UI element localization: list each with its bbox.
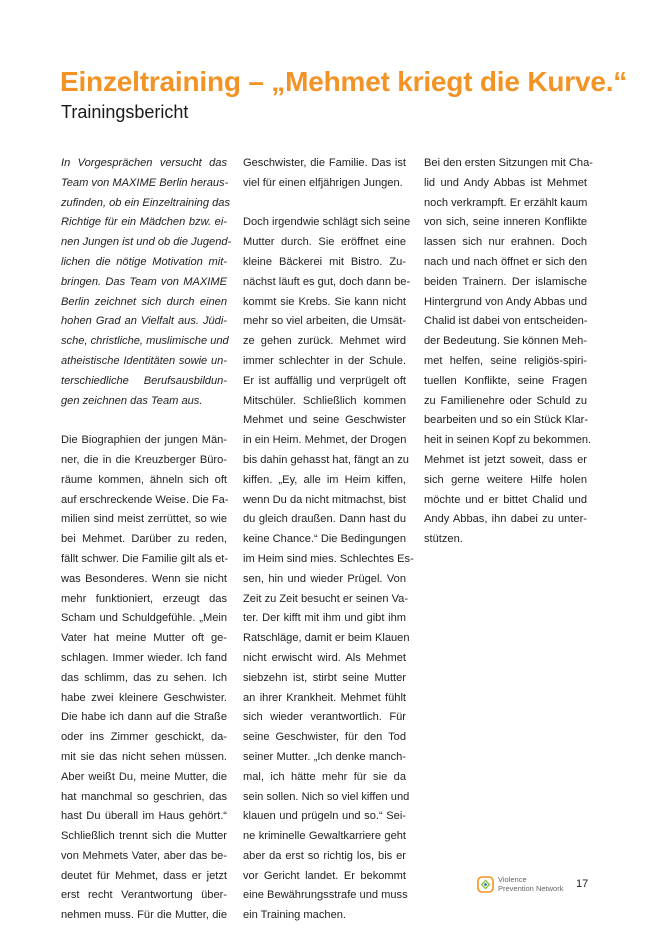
text-line: sich wieder verantwortlich. Für bbox=[243, 711, 406, 724]
text-line: deutet für Mehmet, dass er jetzt bbox=[61, 869, 227, 882]
body-paragraph bbox=[424, 154, 593, 550]
page-number: 17 bbox=[576, 878, 589, 890]
text-line: aber da erst so richtig los, bis er bbox=[243, 849, 406, 862]
text-line: mehr funktioniert, erzeugt das bbox=[61, 592, 227, 605]
text-line: nicht erwischt wird. Als Mehmet bbox=[243, 651, 406, 664]
text-line: Doch irgendwie schlägt sich seine bbox=[243, 216, 411, 229]
body-paragraph bbox=[61, 431, 227, 926]
text-line: stützen. bbox=[424, 533, 463, 546]
text-line: Schließlich trennt sich die Mutter bbox=[61, 830, 227, 843]
text-line: Aber weißt Du, meine Mutter, die bbox=[61, 770, 227, 783]
text-line: zufinden, ob ein Einzeltraining das bbox=[61, 196, 230, 209]
text-line: mehr so viel arbeiten, die Umsät- bbox=[243, 315, 406, 328]
text-line: kiffen. „Ey, alle im Heim kiffen, bbox=[243, 473, 406, 486]
text-line: nen Jungen ist und ob die Jugend- bbox=[61, 236, 232, 249]
text-line: ne kriminelle Gewaltkarriere geht bbox=[243, 830, 406, 843]
text-line: In Vorgesprächen versucht das bbox=[61, 157, 227, 169]
text-line: Geschwister, die Familie. Das ist bbox=[243, 157, 406, 169]
text-line: lassen sich nur erahnen. Doch bbox=[424, 236, 587, 249]
text-line: hohen Grad an Vielfalt aus. Jüdi- bbox=[61, 315, 227, 328]
text-line: mit sie das nicht sehen müssen. bbox=[61, 750, 227, 763]
text-line: ner, die in die Kreuzberger Büro- bbox=[61, 453, 227, 466]
text-line: sen, hin und wieder Prügel. Von bbox=[243, 572, 406, 585]
text-column-3 bbox=[424, 154, 593, 550]
text-line: Ratschläge, damit er beim Klauen bbox=[243, 632, 410, 645]
text-column-2 bbox=[243, 154, 414, 926]
text-line: seiner Mutter. „Ich denke manch- bbox=[243, 750, 406, 763]
page-subtitle: Trainingsbericht bbox=[61, 102, 189, 122]
text-line: lid und Andy Abbas ist Mehmet bbox=[424, 176, 587, 189]
text-line: von sich, seine inneren Konflikte bbox=[424, 216, 587, 229]
intro-paragraph bbox=[61, 154, 232, 411]
text-line: Mutter durch. Sie eröffnet eine bbox=[243, 236, 406, 249]
text-line: von Mehmets Vater, aber das be- bbox=[61, 849, 227, 862]
text-line: eine Bewährungsstrafe und muss bbox=[243, 889, 408, 902]
text-line: räume kommen, ähneln sich oft bbox=[61, 473, 227, 486]
text-line: bringen. Das Team von MAXIME bbox=[61, 275, 227, 288]
text-line: an ihrer Krankheit. Mehmet fühlt bbox=[243, 691, 406, 704]
text-line: noch verkrampft. Er erzählt kaum bbox=[424, 196, 588, 209]
text-line: Zeit zu Zeit besucht er seinen Va- bbox=[243, 592, 409, 605]
text-line: auf erschreckende Weise. Die Fa- bbox=[61, 493, 229, 506]
body-paragraph bbox=[243, 213, 414, 926]
text-line: erst recht Verantwortung über- bbox=[61, 889, 227, 902]
text-line: vor Gericht landet. Er bekommt bbox=[243, 869, 406, 882]
text-line: nächst läuft es gut, doch dann be- bbox=[243, 275, 411, 288]
text-line: klauen und prügeln und so.“ Sei- bbox=[243, 810, 406, 823]
body-paragraph bbox=[243, 154, 406, 194]
text-line: Berlin zeichnet sich durch einen bbox=[61, 295, 227, 308]
text-line: sche, christliche, muslimische und bbox=[61, 335, 229, 348]
text-line: in ein Heim. Mehmet, der Drogen bbox=[243, 434, 407, 447]
text-line: habe zwei kleinere Geschwister. bbox=[61, 691, 227, 704]
text-line: lichen die nötige Motivation mit- bbox=[61, 255, 227, 268]
text-line: du gleich draußen. Dann hast du bbox=[243, 513, 406, 526]
text-line: sich gerne weitere Hilfe holen bbox=[424, 473, 587, 486]
logo-line-1: Violence bbox=[498, 875, 527, 884]
text-line: met helfen, seine religiös-spiri- bbox=[424, 354, 587, 367]
text-line: gen zeichnen das Team aus. bbox=[61, 394, 203, 407]
text-line: Die habe ich dann auf die Straße bbox=[61, 711, 227, 724]
text-line: das schlimm, das zu sehen. Ich bbox=[61, 671, 227, 684]
text-line: hat manchmal so geschrien, das bbox=[61, 790, 227, 803]
text-line: bearbeiten und so ein Stück Klar- bbox=[424, 414, 589, 427]
text-line: fällt schwer. Die Familie gilt als et- bbox=[61, 552, 229, 565]
text-line: mal, ich hätte mehr für sie da bbox=[243, 770, 406, 783]
text-line: milien sind meist zerrüttet, so wie bbox=[61, 513, 227, 526]
text-line: Team von MAXIME Berlin heraus- bbox=[61, 176, 229, 189]
text-line: der Bedeutung. Sie können Meh- bbox=[424, 335, 587, 348]
text-line: was Besonderes. Wenn sie nicht bbox=[61, 572, 227, 585]
text-line: Scham und Schuldgefühle. „Mein bbox=[61, 612, 227, 625]
text-line: zu Familienehre oder Schuld zu bbox=[424, 394, 587, 407]
text-line: schlagen. Immer wieder. Ich fand bbox=[61, 651, 227, 664]
text-line: ter. Der kifft mit ihm und gibt ihm bbox=[243, 612, 406, 625]
text-line: atheistische Identitäten sowie un- bbox=[61, 354, 227, 367]
text-line: sein sollen. Nich so viel kiffen und bbox=[243, 790, 410, 803]
text-line: Richtige für ein Mädchen bzw. ei- bbox=[61, 216, 227, 229]
text-line: Chalid ist dabei von entscheiden- bbox=[424, 315, 588, 328]
text-column-1 bbox=[61, 154, 232, 926]
text-line: Vater hat meine Mutter oft ge- bbox=[61, 632, 227, 645]
text-line: Bei den ersten Sitzungen mit Cha- bbox=[424, 157, 593, 169]
text-line: Andy Abbas, ihn dabei zu unter- bbox=[424, 513, 587, 526]
text-line: tuellen Konflikte, seine Fragen bbox=[424, 374, 587, 387]
text-line: möchte und er bittet Chalid und bbox=[424, 493, 587, 506]
text-line: wenn Du da nicht mitmachst, bist bbox=[243, 493, 406, 506]
text-line: Mehmet ist jetzt soweit, dass er bbox=[424, 453, 587, 466]
text-line: hast Du überall im Haus gehört.“ bbox=[61, 810, 227, 823]
text-line: kommt sie Krebs. Sie kann nicht bbox=[243, 295, 406, 308]
vpn-logo-text bbox=[498, 875, 563, 893]
text-line: bis dahin gehasst hat, fängt an zu bbox=[243, 453, 409, 466]
text-line: oder ins Zimmer geschickt, da- bbox=[61, 731, 227, 744]
page-title: Einzeltraining – „Mehmet kriegt die Kurve.“ bbox=[60, 66, 628, 97]
text-line: bei Mehmet. Darüber zu reden, bbox=[61, 533, 227, 546]
text-line: nach und nach öffnet er sich den bbox=[424, 255, 587, 268]
text-line: keine Chance.“ Die Bedingungen bbox=[243, 533, 406, 546]
vpn-logo bbox=[477, 874, 565, 898]
text-line: seine Geschwister, für den Tod bbox=[243, 731, 406, 744]
logo-line-2: Prevention Network bbox=[498, 884, 564, 893]
text-line: Mitschüler. Schließlich kommen bbox=[243, 394, 406, 407]
text-line: Hintergrund von Andy Abbas und bbox=[424, 295, 587, 308]
text-line: im Heim sind mies. Schlechtes Es- bbox=[243, 552, 414, 565]
text-line: beiden Trainern. Der islamische bbox=[424, 275, 587, 288]
text-line: ze gehen zurück. Mehmet wird bbox=[243, 335, 406, 348]
text-line: heit in seinen Kopf zu bekommen. bbox=[424, 434, 592, 447]
text-line: Die Biographien der jungen Män- bbox=[61, 434, 227, 447]
text-line: kleine Bäckerei mit Bistro. Zu- bbox=[243, 255, 406, 268]
text-line: ein Training machen. bbox=[243, 909, 346, 922]
text-line: viel für einen elfjährigen Jungen. bbox=[243, 176, 403, 189]
text-line: terschiedliche Berufsausbildun- bbox=[61, 374, 227, 387]
text-line: immer schlechter in der Schule. bbox=[243, 354, 406, 367]
text-line: siebzehn ist, stirbt seine Mutter bbox=[243, 671, 406, 684]
text-line: Er ist auffällig und verprügelt oft bbox=[243, 374, 406, 387]
text-line: nehmen muss. Für die Mutter, die bbox=[61, 909, 227, 922]
vpn-logo-icon bbox=[477, 876, 494, 893]
text-line: Mehmet und seine Geschwister bbox=[243, 414, 406, 427]
